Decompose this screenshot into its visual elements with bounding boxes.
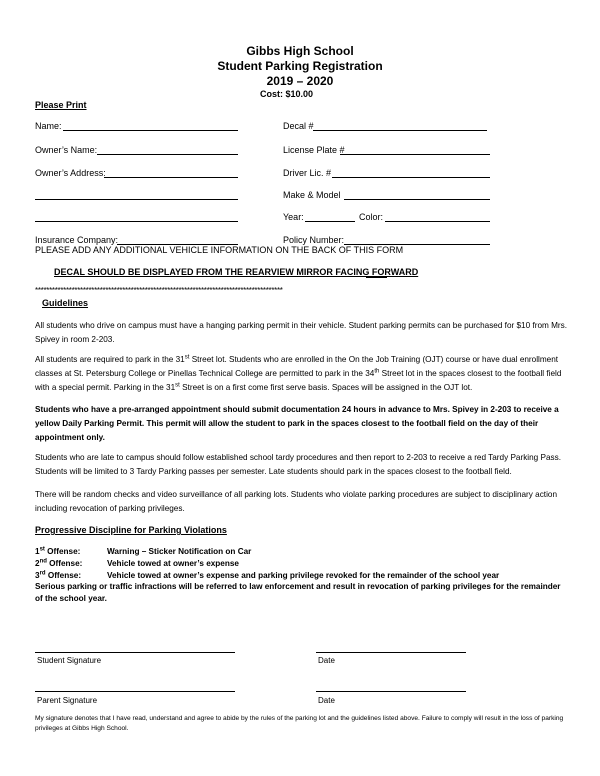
school-name: Gibbs High School	[246, 44, 354, 58]
guideline-lots: All students are required to park in the 31st Street lot. Students who are enrolled in the On the Job Training (OJT) course or have dual enrollment classes at St. Petersburg College or Pinellas Technical College are permitted to park in the 34th Street lot in the spaces closest to the football field with a special permit. Parking in the 31st Street is on a first come first serve basis. Spaces will be assigned in the OJT lot.	[35, 354, 562, 392]
color-label: Color:	[359, 212, 384, 222]
offense-3: 3rd Offense: Vehicle towed at owner’s expense and parking privilege revoked for the remainder of the school year	[35, 570, 500, 580]
form-title: Student Parking Registration	[217, 59, 383, 73]
make-model-label: Make & Model	[283, 190, 341, 200]
owner-address-label: Owner’s Address:	[35, 168, 106, 178]
decal-notice-underline	[366, 277, 387, 278]
serious-infractions: Serious parking or traffic infractions will be referred to law enforcement and result in revocation of parking privileges for the remainder of the school year.	[35, 582, 561, 603]
guideline-tardy: Students who are late to campus should follow established school tardy procedures and then report to 2-203 to receive a red Tardy Parking Pass. Students will be limited to 3 Tardy Parking passes per semester. Late students should park in the spaces closest to the football field.	[35, 453, 561, 476]
separator: ****************************************************************************************	[35, 286, 283, 295]
date-field-2[interactable]	[316, 691, 466, 692]
signature-disclaimer: My signature denotes that I have read, understand and agree to abide by the rules of the parking lot and the guidelines listed above. Failure to comply will result in the loss of parking privileges at Gibbs High School.	[35, 715, 564, 732]
owner-name-label: Owner’s Name:	[35, 145, 98, 155]
driver-lic-label: Driver Lic. #	[283, 168, 332, 178]
color-field[interactable]	[385, 221, 490, 222]
date-label-2: Date	[318, 696, 335, 705]
owner-address-field[interactable]	[104, 177, 238, 178]
owner-address-field-2[interactable]	[35, 199, 238, 200]
parent-signature-label: Parent Signature	[37, 696, 98, 705]
school-year: 2019 – 2020	[266, 74, 334, 88]
parent-signature-field[interactable]	[35, 691, 235, 692]
name-label: Name:	[35, 121, 62, 131]
discipline-heading: Progressive Discipline for Parking Violations	[35, 525, 227, 535]
license-plate-field[interactable]	[340, 154, 490, 155]
guideline-surveillance: There will be random checks and video surveillance of all parking lots. Students who violate parking procedures are subject to disciplinary action including revocation of parking privileges.	[35, 490, 558, 513]
student-signature-field[interactable]	[35, 652, 235, 653]
policy-label: Policy Number:	[283, 235, 345, 245]
please-print: Please Print	[35, 100, 87, 110]
date-field-1[interactable]	[316, 652, 466, 653]
guideline-permit: All students who drive on campus must have a hanging parking permit in their vehicle. Student parking permits can be purchased for $10 from Mrs. Spivey in room 2-203.	[35, 321, 568, 344]
decal-field[interactable]	[313, 130, 487, 131]
offense-1: 1st Offense: Warning – Sticker Notification on Car	[35, 546, 252, 556]
decal-notice: DECAL SHOULD BE DISPLAYED FROM THE REARVIEW MIRROR FACING FORWARD	[54, 267, 419, 277]
name-field[interactable]	[63, 130, 238, 131]
guidelines-heading: Guidelines	[42, 298, 89, 308]
student-signature-label: Student Signature	[37, 656, 102, 665]
driver-lic-field[interactable]	[332, 177, 490, 178]
license-plate-label: License Plate #	[283, 145, 345, 155]
decal-label: Decal #	[283, 121, 314, 131]
owner-name-field[interactable]	[97, 154, 238, 155]
guideline-appointment: Students who have a pre-arranged appointment should submit documentation 24 hours in advance to Mrs. Spivey in 2-203 to receive a yellow Daily Parking Permit. This permit will allow the student to park in the spaces closest to the football field on the day of their appointment only.	[35, 405, 559, 442]
make-model-field[interactable]	[344, 199, 490, 200]
year-label: Year:	[283, 212, 304, 222]
date-label-1: Date	[318, 656, 335, 665]
owner-address-field-3[interactable]	[35, 221, 238, 222]
year-field[interactable]	[305, 221, 355, 222]
cost: Cost: $10.00	[260, 89, 314, 99]
insurance-label: Insurance Company:	[35, 235, 119, 245]
offense-2: 2nd Offense: Vehicle towed at owner’s expense	[35, 558, 239, 568]
additional-info-note: PLEASE ADD ANY ADDITIONAL VEHICLE INFORMATION ON THE BACK OF THIS FORM	[35, 245, 404, 255]
